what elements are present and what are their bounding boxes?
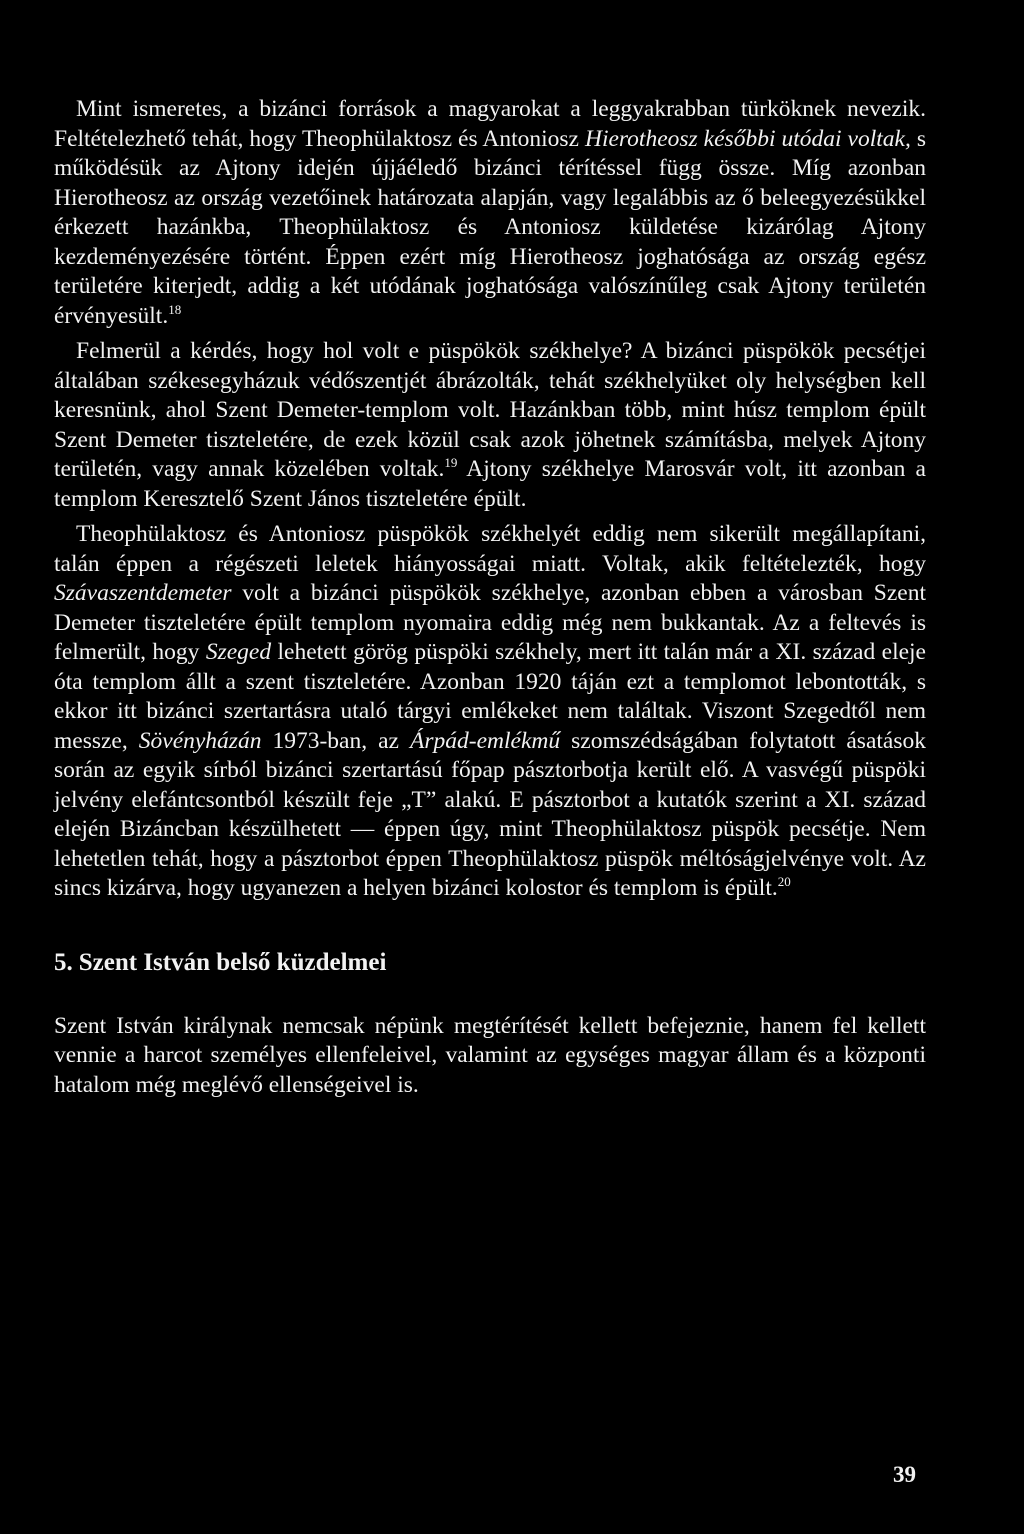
- italic-text: Sövényházán: [138, 727, 262, 754]
- paragraph-text: Ajtony székhelye Marosvár volt, itt azonban a templom Keresztelő Szent János tiszteletére épült.: [54, 456, 926, 512]
- paragraph-text: Mint ismeretes, a bizánci források a magyarokat a leggyakrabban türköknek nevezik. Feltételezhető tehát, hogy Theophülaktosz és Antoniosz: [54, 96, 926, 152]
- paragraph-text: szomszédságában folytatott ásatások során az egyik sírból bizánci szertartású főpap pásztorbotja került elő. A vasvégű püspöki jelvény elefántcsontból készült feje „T” alakú. E pásztorbot a kutatók szerint a XI. század elején Bizáncban készülhetett — éppen úgy, mint Theophülaktosz püspök pecsétje. Nem lehetetlen tehát, hogy a pásztorbot éppen Theophülaktosz püspök méltóságjelvénye volt. Az sincs kizárva, hogy ugyanezen a helyen bizánci kolostor és templom is épült.: [54, 727, 926, 901]
- section-5-body: [54, 1012, 926, 1101]
- section-heading: [54, 948, 926, 978]
- paragraph-text: s működésük az Ajtony idején újjáéledő bizánci térítéssel függ össze. Míg azonban Hierotheosz az ország vezetőinek határozata alapján, vagy legalábbis az ő beleegyezésükkel érkezett hazánkba, Theophülaktosz és Antoniosz küldetése kizárólag Ajtony kezdeményezésére történt. Éppen ezért míg Hierotheosz joghatósága az ország egész területére kiterjedt, addig a két utódának joghatósága valószínűleg csak Ajtony területén érvényesült.: [54, 125, 926, 329]
- italic-text: Árpád-emlékmű: [410, 727, 561, 754]
- paragraph: [54, 520, 926, 904]
- footnote-reference: 20: [777, 874, 791, 889]
- paragraph: [54, 337, 926, 514]
- italic-text: Hierotheosz későbbi utódai voltak,: [584, 125, 911, 152]
- page-number: 39: [893, 1462, 916, 1487]
- paragraph-text: lehetett görög püspöki székhely, mert itt talán már a XI. század eleje óta templom állt a szent tiszteletére. Azonban 1920 táján ezt a templomot lebontották, s ekkor itt bizánci szertartásra utaló tárgyi emlékeket nem találtak. Viszont Szegedtől nem messze,: [54, 639, 926, 754]
- section-4-body: [54, 95, 926, 904]
- paragraph-text: Felmerül a kérdés, hogy hol volt e püspökök székhelye? A bizánci püspökök pecsétjei általában székesegyházuk védőszentjét ábrázolták, tehát székhelyüket oly helységben kell keresnünk, ahol Szent Demeter-templom volt. Hazánkban több, mint húsz templom épült Szent Demeter tiszteletére, de ezek közül csak azok jöhetnek számításba, melyek Ajtony területén, vagy annak közelében voltak.: [54, 338, 926, 482]
- section-number: 5.: [54, 948, 73, 976]
- paragraph-text: Szent István királynak nemcsak népünk megtérítését kellett befejeznie, hanem fel kellett vennie a harcot személyes ellenfeleivel, valamint az egységes magyar állam és a központi hatalom még meglévő ellenségeivel is.: [54, 1012, 926, 1098]
- paragraph-text: Theophülaktosz és Antoniosz püspökök székhelyét eddig nem sikerült megállapítani, talán éppen a régészeti leletek hiányosságai miatt. Voltak, akik feltételezték, hogy: [54, 521, 926, 577]
- section-title: Szent István belső küzdelmei: [78, 948, 387, 976]
- italic-text: Szávaszentdemeter: [54, 580, 232, 606]
- paragraph-text: 1973-ban, az: [261, 727, 411, 754]
- paragraph-text: volt a bizánci püspökök székhelye, azonban ebben a városban Szent Demeter tiszteletére épült templom nyomaira eddig még nem bukkantak. Az a feltevés is felmerült, hogy: [54, 580, 926, 665]
- italic-text: Szeged: [205, 639, 272, 665]
- paragraph: [54, 95, 926, 331]
- footnote-reference: 18: [168, 301, 182, 317]
- paragraph: [54, 1012, 926, 1101]
- footnote-reference: 19: [444, 455, 458, 470]
